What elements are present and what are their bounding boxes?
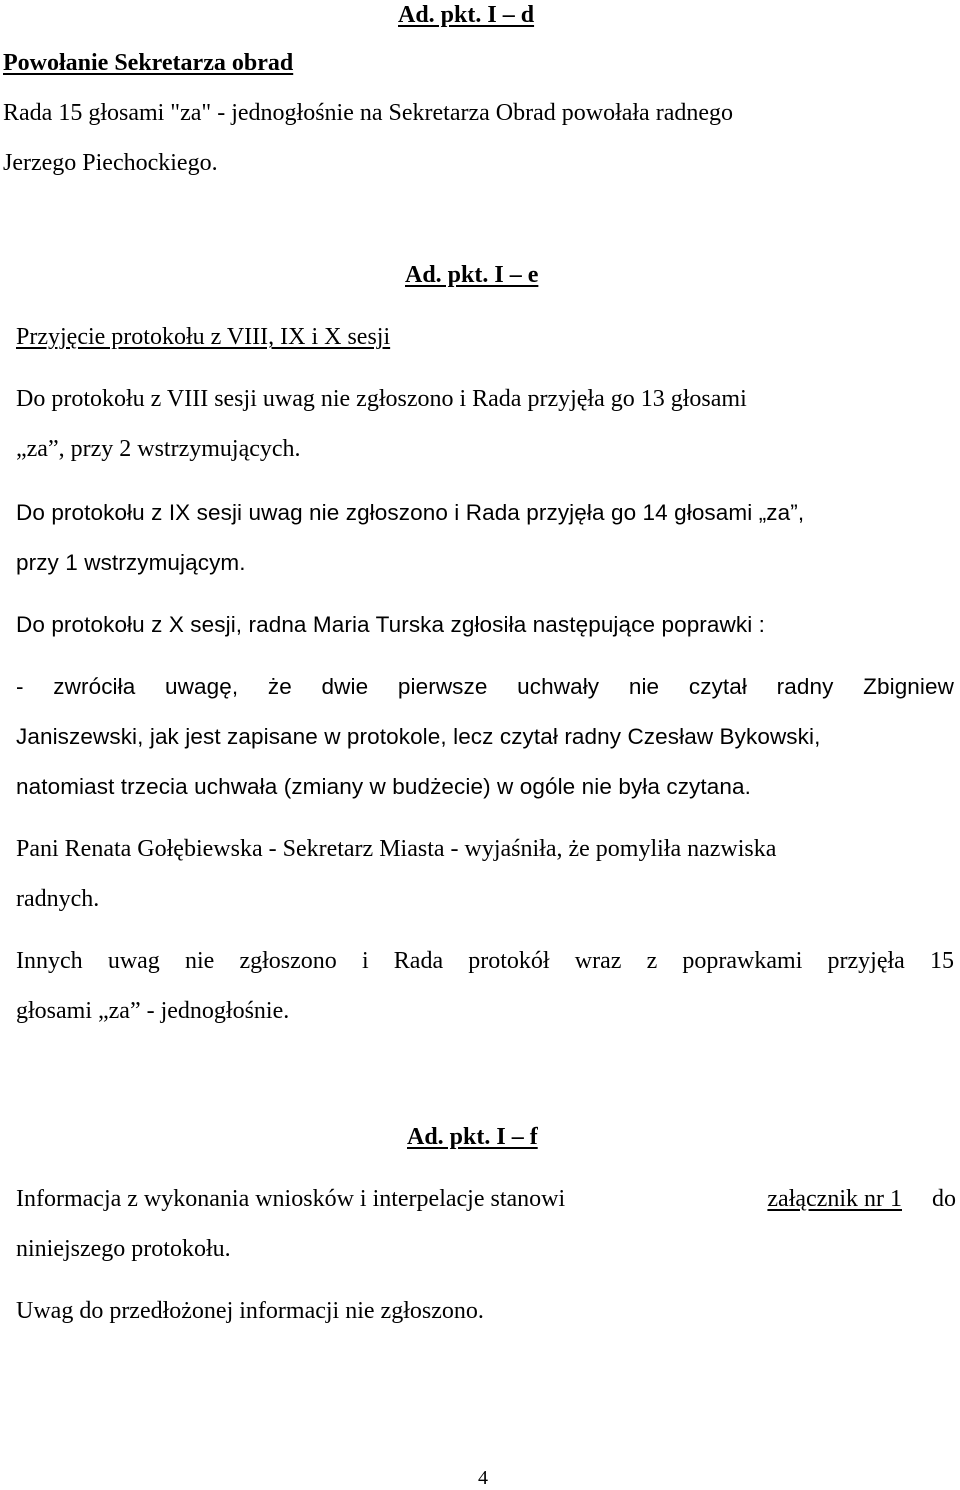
section-f-p1-line2: niniejszego protokołu. xyxy=(16,1236,231,1262)
section-d-title: Powołanie Sekretarza obrad xyxy=(3,50,294,76)
section-e-p4-line2: Janiszewski, jak jest zapisane w protokole, lecz czytał radny Czesław Bykowski, xyxy=(16,724,821,749)
section-d-heading: Ad. pkt. I – d xyxy=(398,2,535,28)
section-e-title: Przyjęcie protokołu z VIII, IX i X sesji xyxy=(16,324,391,350)
section-e-p5-line1: Pani Renata Gołębiewska - Sekretarz Miasta - wyjaśniła, że pomyliła nazwiska xyxy=(16,836,777,862)
section-e-p4-line1: - zwróciła uwagę, że dwie pierwsze uchwały nie czytał radny Zbigniew xyxy=(16,674,954,699)
section-e-p1-line2: „za”, przy 2 wstrzymujących. xyxy=(16,436,301,462)
section-e-p6-line1: Innych uwag nie zgłoszono i Rada protokół wraz z poprawkami przyjęła 15 xyxy=(16,948,954,974)
section-e-p2-line1: Do protokołu z IX sesji uwag nie zgłoszono i Rada przyjęła go 14 głosami „za”, xyxy=(16,500,805,525)
section-f-heading: Ad. pkt. I – f xyxy=(407,1124,538,1150)
section-e-p2-line2: przy 1 wstrzymującym. xyxy=(16,550,246,575)
section-e-p5-line2: radnych. xyxy=(16,886,100,912)
section-f-p2-line1: Uwag do przedłożonej informacji nie zgłoszono. xyxy=(16,1298,484,1324)
section-f-p1-text: Informacja z wykonania wniosków i interpelacje stanowi xyxy=(16,1186,566,1212)
section-e-p6-line2: głosami „za” - jednogłośnie. xyxy=(16,998,290,1024)
section-e-p4-line3: natomiast trzecia uchwała (zmiany w budżecie) w ogóle nie była czytana. xyxy=(16,774,751,799)
section-f-p1-line1 xyxy=(16,1184,956,1214)
section-f-p1-tail: do xyxy=(932,1186,956,1212)
page-number: 4 xyxy=(478,1467,488,1489)
section-d-paragraph-line2: Jerzego Piechockiego. xyxy=(3,150,218,176)
attachment-reference: załącznik nr 1 xyxy=(767,1186,902,1212)
section-e-p3-line1: Do protokołu z X sesji, radna Maria Turska zgłosiła następujące poprawki : xyxy=(16,612,766,637)
section-e-heading: Ad. pkt. I – e xyxy=(405,262,539,288)
section-e-p1-line1: Do protokołu z VIII sesji uwag nie zgłoszono i Rada przyjęła go 13 głosami xyxy=(16,386,747,412)
section-f-p1-link-group xyxy=(767,1184,956,1214)
section-d-paragraph-line1: Rada 15 głosami "za" - jednogłośnie na Sekretarza Obrad powołała radnego xyxy=(3,100,734,126)
